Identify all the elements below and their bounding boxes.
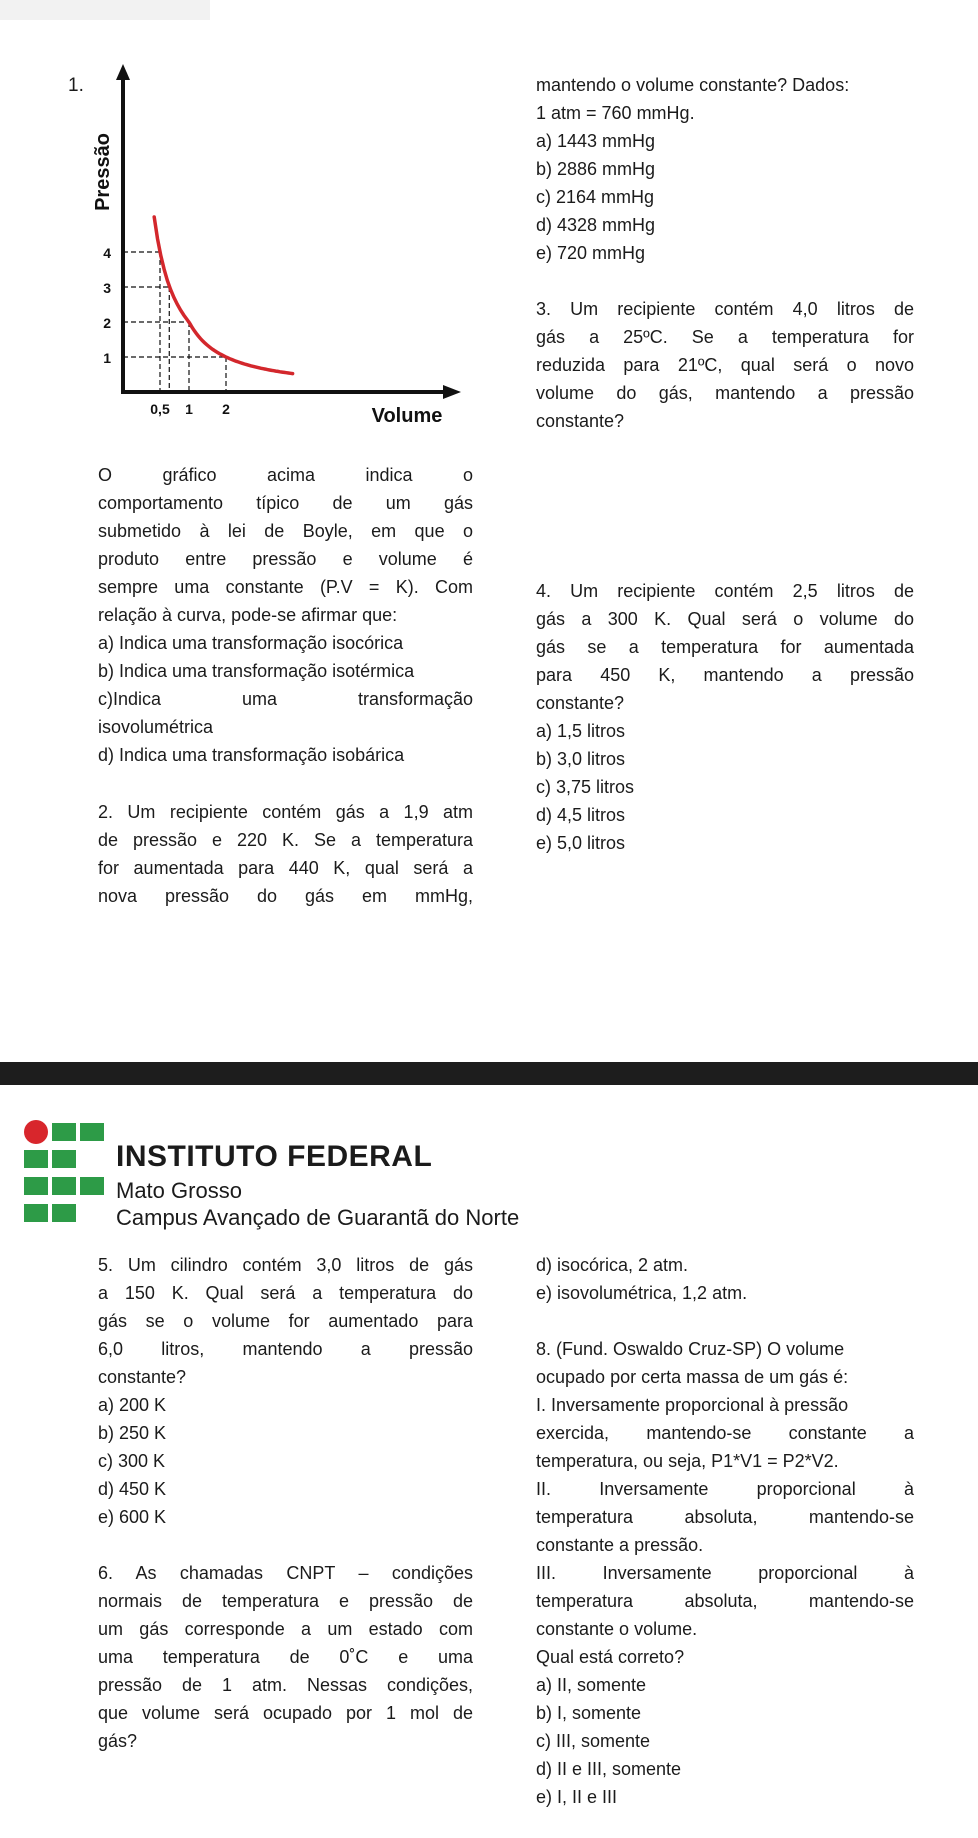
q6-line: pressão de 1 atm. Nessas condições,: [98, 1675, 473, 1695]
institution-campus: Campus Avançado de Guarantã do Norte: [116, 1205, 520, 1230]
logo-square: [52, 1177, 76, 1195]
q5-line: constante?: [98, 1367, 187, 1387]
q2-text-right: [536, 71, 914, 267]
q4-option-b: b) 3,0 litros: [536, 749, 626, 769]
q2-line: 1 atm = 760 mmHg.: [536, 103, 695, 123]
q1-line: produto entre pressão e volume é: [98, 549, 473, 569]
q2-option-b: b) 2886 mmHg: [536, 159, 656, 179]
q8-line: constante o volume.: [536, 1619, 698, 1639]
institution-name: INSTITUTO FEDERAL: [116, 1140, 433, 1173]
q6-line: gás?: [98, 1731, 138, 1751]
q2-option-d: d) 4328 mmHg: [536, 215, 656, 235]
q4-line: gás se a temperatura for aumentada: [536, 637, 914, 657]
q2-line: mantendo o volume constante? Dados:: [536, 75, 850, 95]
logo-square: [24, 1150, 48, 1168]
q8-line: I. Inversamente proporcional à pressão: [536, 1395, 849, 1415]
q5-option-a: a) 200 K: [98, 1395, 167, 1415]
institution-state: Mato Grosso: [116, 1178, 242, 1203]
logo-square: [24, 1204, 48, 1222]
q1-number: 1.: [68, 75, 84, 96]
q4-option-e: e) 5,0 litros: [536, 833, 626, 853]
q2-option-c: c) 2164 mmHg: [536, 187, 655, 207]
q4-line: constante?: [536, 693, 625, 713]
q5-text: [98, 1251, 473, 1755]
q8-option-a: a) II, somente: [536, 1675, 647, 1695]
y-tick-label: 2: [103, 315, 111, 331]
q3-line: constante?: [536, 411, 625, 431]
q8-line: Qual está correto?: [536, 1647, 685, 1667]
spacer: [98, 1531, 473, 1559]
data-point: [188, 321, 191, 324]
q3-line: reduzida para 21ºC, qual será o novo: [536, 355, 914, 375]
q2-option-a: a) 1443 mmHg: [536, 131, 656, 151]
data-point: [159, 251, 162, 254]
boyle-curve: [154, 217, 292, 374]
q2-line: 2. Um recipiente contém gás a 1,9 atm: [98, 802, 473, 822]
q1-option-c-cont: isovolumétrica: [98, 717, 214, 737]
q5-option-e: e) 600 K: [98, 1507, 167, 1527]
option-d-continued: d) isocórica, 2 atm.: [536, 1255, 689, 1275]
q5-line: gás se o volume for aumentado para: [98, 1311, 473, 1331]
q8-line: temperatura, ou seja, P1*V1 = P2*V2.: [536, 1451, 839, 1471]
option-e-continued: e) isovolumétrica, 1,2 atm.: [536, 1283, 748, 1303]
q1-line: relação à curva, pode-se afirmar que:: [98, 605, 398, 625]
q6-line: normais de temperatura e pressão de: [98, 1591, 473, 1611]
q1-option-d: d) Indica uma transformação isobárica: [98, 745, 405, 765]
q8-line: exercida, mantendo-se constante a: [536, 1423, 914, 1443]
logo-square: [80, 1177, 104, 1195]
q8-line: III. Inversamente proporcional à: [536, 1563, 914, 1583]
q5-line: a 150 K. Qual será a temperatura do: [98, 1283, 473, 1303]
q4-option-c: c) 3,75 litros: [536, 777, 635, 797]
right-column-bottom: [536, 1251, 914, 1811]
x-tick-label: 1: [185, 401, 193, 417]
q8-option-b: b) I, somente: [536, 1703, 642, 1723]
q6-line: 6. As chamadas CNPT – condições: [98, 1563, 473, 1583]
q4-option-a: a) 1,5 litros: [536, 721, 626, 741]
q1-option-a: a) Indica uma transformação isocórica: [98, 633, 404, 653]
x-axis-arrow: [443, 385, 461, 399]
q4-text: [536, 577, 914, 857]
q5-line: 6,0 litros, mantendo a pressão: [98, 1339, 473, 1359]
y-tick-label: 4: [103, 245, 111, 261]
q2-line: nova pressão do gás em mmHg,: [98, 886, 473, 906]
logo-square: [52, 1204, 76, 1222]
q1-line: sempre uma constante (P.V = K). Com: [98, 577, 473, 597]
q8-line: 8. (Fund. Oswaldo Cruz-SP) O volume: [536, 1339, 845, 1359]
q8-line: II. Inversamente proporcional à: [536, 1479, 914, 1499]
q4-option-d: d) 4,5 litros: [536, 805, 626, 825]
x-axis-label: Volume: [371, 405, 443, 427]
spacer: [536, 1307, 914, 1335]
q6-line: que volume será ocupado por 1 mol de: [98, 1703, 473, 1723]
q5-line: 5. Um cilindro contém 3,0 litros de gás: [98, 1255, 473, 1275]
data-point: [225, 356, 228, 359]
y-axis-arrow: [116, 64, 130, 80]
logo-square: [52, 1123, 76, 1141]
q1-line: O gráfico acima indica o: [98, 465, 473, 485]
q1-line: comportamento típico de um gás: [98, 493, 473, 513]
q4-line: 4. Um recipiente contém 2,5 litros de: [536, 581, 914, 601]
q5-option-d: d) 450 K: [98, 1479, 167, 1499]
q3-line: volume do gás, mantendo a pressão: [536, 383, 914, 403]
y-tick-label: 1: [103, 350, 111, 366]
q2-text-left: [98, 798, 473, 910]
logo-square: [80, 1123, 104, 1141]
q6-line: uma temperatura de 0˚C e uma: [98, 1647, 473, 1667]
q8-option-e: e) I, II e III: [536, 1787, 618, 1807]
q3-text: [536, 295, 914, 435]
q1-line: submetido à lei de Boyle, em que o: [98, 521, 473, 541]
page-divider: [0, 1062, 978, 1085]
q6-line: um gás corresponde a um estado com: [98, 1619, 473, 1639]
x-tick-label: 0,5: [150, 401, 170, 417]
x-tick-label: 2: [222, 401, 230, 417]
logo-square: [24, 1177, 48, 1195]
q4-line: para 450 K, mantendo a pressão: [536, 665, 914, 685]
q5-option-b: b) 250 K: [98, 1423, 167, 1443]
q4-line: gás a 300 K. Qual será o volume do: [536, 609, 914, 629]
q8-line: ocupado por certa massa de um gás é:: [536, 1367, 849, 1387]
q8-line: temperatura absoluta, mantendo-se: [536, 1591, 914, 1611]
q2-line: for aumentada para 440 K, qual será a: [98, 858, 473, 878]
q2-line: de pressão e 220 K. Se a temperatura: [98, 830, 473, 850]
q1-text: [98, 461, 473, 769]
q8-option-d: d) II e III, somente: [536, 1759, 682, 1779]
q2-option-e: e) 720 mmHg: [536, 243, 646, 263]
q8-line: constante a pressão.: [536, 1535, 704, 1555]
y-axis-label: Pressão: [92, 133, 114, 211]
q3-line: 3. Um recipiente contém 4,0 litros de: [536, 299, 914, 319]
q8-option-c: c) III, somente: [536, 1731, 651, 1751]
q1-option-b: b) Indica uma transformação isotérmica: [98, 661, 415, 681]
y-tick-label: 3: [103, 280, 111, 296]
logo-red-circle: [24, 1120, 48, 1144]
q5-option-c: c) 300 K: [98, 1451, 166, 1471]
institution-logo: [24, 1120, 104, 1230]
q1-option-c: c)Indica uma transformação: [98, 689, 473, 709]
logo-square: [52, 1150, 76, 1168]
q8-line: temperatura absoluta, mantendo-se: [536, 1507, 914, 1527]
boyle-chart: [85, 62, 465, 432]
q3-line: gás a 25ºC. Se a temperatura for: [536, 327, 914, 347]
